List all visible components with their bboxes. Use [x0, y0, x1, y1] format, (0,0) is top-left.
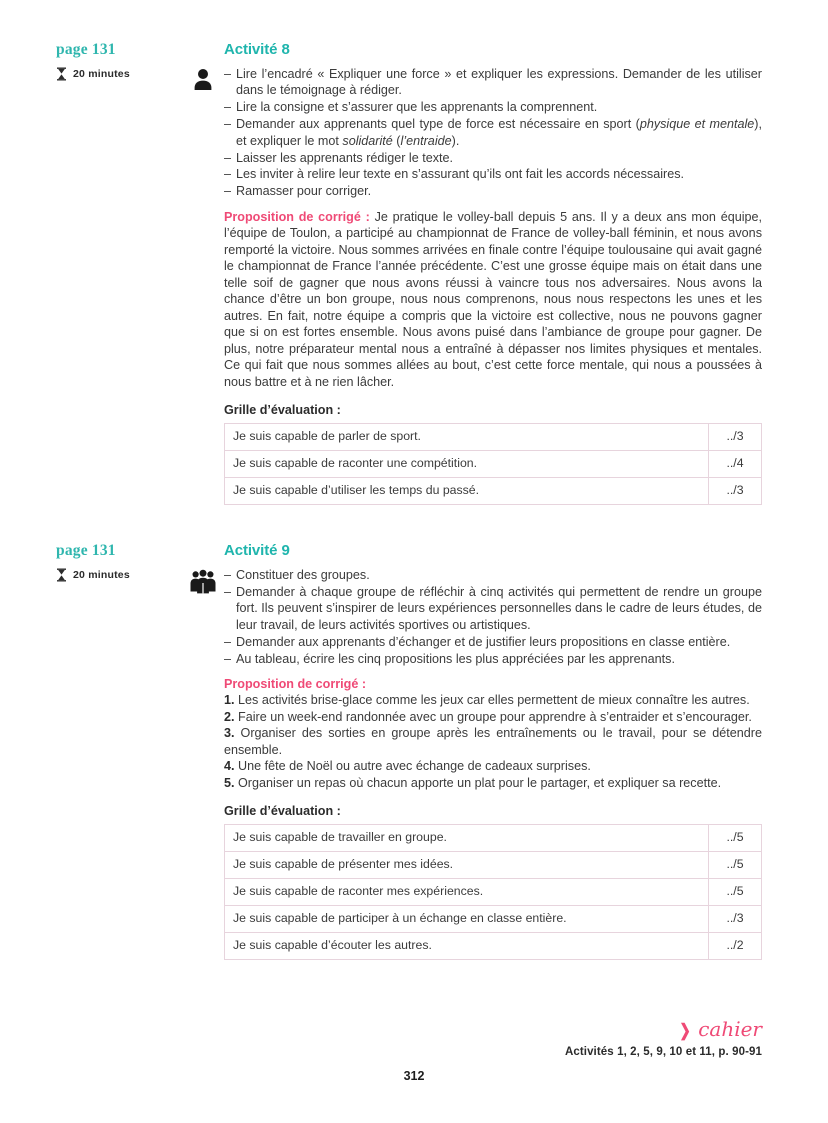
item-number: 3.: [224, 726, 235, 741]
instruction-item: – Demander aux apprenants quel type de force est nécessaire en sport (physique et mentale), et expliquer le mot solidarité (l’entraide).: [224, 116, 762, 149]
list-item: [224, 725, 762, 758]
group-of-people-icon: [190, 569, 216, 595]
grid-statement: Je suis capable de raconter mes expériences.: [225, 879, 709, 906]
table-row: [225, 825, 762, 852]
hourglass-icon: [56, 568, 67, 582]
instruction-item: – Laisser les apprenants rédiger le texte.: [224, 150, 762, 166]
grid-score: ../3: [709, 478, 762, 505]
item-number: 1.: [224, 693, 235, 708]
grid-statement: Je suis capable d’écouter les autres.: [225, 933, 709, 960]
hourglass-icon: [56, 67, 67, 81]
page-reference: page 131: [56, 41, 116, 58]
activity-9-modality-icon: [186, 569, 220, 595]
page-number: 312: [403, 1069, 425, 1083]
proposed-answer-label: Proposition de corrigé :: [224, 676, 367, 691]
item-text: Une fête de Noël ou autre avec échange de cadeaux surprises.: [238, 759, 591, 774]
table-row: [225, 852, 762, 879]
activity-8-instruction-list: [224, 66, 762, 200]
table-row: [225, 478, 762, 505]
instruction-item: – Demander aux apprenants d’échanger et de justifier leurs propositions en classe entière.: [224, 634, 762, 650]
cahier-reference-block: [565, 1019, 762, 1058]
cahier-heading: [565, 1019, 762, 1039]
cahier-label: cahier: [698, 1017, 762, 1041]
table-row: [225, 879, 762, 906]
grid-statement: Je suis capable de raconter une compétition.: [225, 451, 709, 478]
instruction-item: – Lire l’encadré « Expliquer une force » et expliquer les expressions. Demander de les utiliser dans le témoignage à rédiger.: [224, 66, 762, 99]
activity-title: Activité 9: [224, 542, 290, 559]
grid-statement: Je suis capable de participer à un échange en classe entière.: [225, 906, 709, 933]
table-row: [225, 451, 762, 478]
evaluation-grid-label: Grille d’évaluation :: [224, 403, 341, 418]
instruction-item: – Les inviter à relire leur texte en s’assurant qu’ils ont fait les accords nécessaires.: [224, 166, 762, 182]
activity-9-proposed-answer: [224, 676, 762, 792]
instruction-item: – Au tableau, écrire les cinq propositions les plus appréciées par les apprenants.: [224, 651, 762, 667]
activity-8-sidebar: [56, 42, 206, 81]
item-text: Organiser un repas où chacun apporte un plat pour le partager, et expliquer sa recette.: [238, 775, 722, 790]
list-item: [224, 692, 762, 709]
proposed-answer-text: Je pratique le volley-ball depuis 5 ans. Il y a deux ans mon équipe, l’équipe de Toulon, a participé au championnat de France de volley-ball féminin, et nous avons remporté la victoire. Nous sommes arrivées en finale contre l’équipe toulousaine qui avait gagné le championnat de France l’année précédente. C’est une grosse équipe mais on était dans une telle soif de gagner que nous avons réussi à vaincre tous nos adversaires. Nous avons la chance d’être un bon groupe, nous nous comprenons, nous nous respectons les unes et les autres. En fait, notre équipe a compris que la victoire est collective, nous ne pouvons gagner que si on est fortes ensemble. Nous avons puisé dans l’ambiance de groupe pour gagner. De plus, notre préparateur mental nous a entraîné à dépasser nos limites physiques et mentales. Ce qui fait que nous sommes allées au bout, c’est cette force mentale, qui nous a poussées à nous battre et à ne rien lâcher.: [224, 209, 763, 389]
instruction-item: – Lire la consigne et s’assurer que les apprenants la comprennent.: [224, 99, 762, 115]
item-text: Faire un week-end randonnée avec un groupe pour apprendre à s’entraider et s’encourager.: [238, 709, 752, 724]
activity-9-content: [224, 543, 762, 960]
item-text: Organiser des sorties en groupe après les entraînements ou le travail, pour se détendre ensemble.: [224, 726, 763, 757]
activity-title: Activité 8: [224, 41, 290, 58]
grid-score: ../5: [709, 879, 762, 906]
page-reference: page 131: [56, 542, 116, 559]
evaluation-grid-table-9: [224, 824, 762, 960]
duration-indicator: [56, 67, 206, 81]
table-row: [225, 933, 762, 960]
list-item: [224, 775, 762, 792]
table-row: [225, 424, 762, 451]
instruction-item: – Ramasser pour corriger.: [224, 183, 762, 199]
instruction-item: – Constituer des groupes.: [224, 567, 762, 583]
grid-statement: Je suis capable de présenter mes idées.: [225, 852, 709, 879]
activity-8-proposed-answer: [224, 209, 762, 391]
activity-9-sidebar: [56, 543, 206, 582]
activity-8-modality-icon: [186, 68, 220, 92]
grid-statement: Je suis capable de travailler en groupe.: [225, 825, 709, 852]
cahier-activities-reference: Activités 1, 2, 5, 9, 10 et 11, p. 90-91: [564, 1046, 762, 1058]
list-item: [224, 709, 762, 726]
duration-label: 20 minutes: [73, 67, 130, 80]
table-row: [225, 906, 762, 933]
evaluation-grid-table-8: [224, 423, 762, 505]
duration-indicator: [56, 568, 206, 582]
grid-score: ../4: [709, 451, 762, 478]
item-number: 2.: [224, 709, 235, 724]
right-arrow-icon: ❯: [679, 1021, 691, 1040]
grid-score: ../5: [709, 852, 762, 879]
grid-score: ../3: [709, 906, 762, 933]
grid-score: ../2: [709, 933, 762, 960]
grid-statement: Je suis capable de parler de sport.: [225, 424, 709, 451]
single-person-icon: [193, 68, 213, 92]
list-item: [224, 758, 762, 775]
item-number: 5.: [224, 775, 235, 790]
duration-label: 20 minutes: [73, 568, 130, 581]
grid-statement: Je suis capable d’utiliser les temps du passé.: [225, 478, 709, 505]
grid-score: ../5: [709, 825, 762, 852]
proposed-answer-label: Proposition de corrigé :: [224, 209, 370, 224]
proposed-answer-numbered-list: [224, 692, 762, 791]
activity-9-instruction-list: [224, 567, 762, 667]
instruction-item: – Demander à chaque groupe de réfléchir à cinq activités qui permettent de rendre un groupe fort. Ils peuvent s’inspirer de leurs expériences personnelles dans le cadre de leurs études, de leur travail, de leurs activités sportives ou artistiques.: [224, 584, 762, 633]
evaluation-grid-label: Grille d’évaluation :: [224, 804, 341, 819]
activity-8-content: [224, 42, 762, 505]
item-number: 4.: [224, 759, 235, 774]
grid-score: ../3: [709, 424, 762, 451]
item-text: Les activités brise-glace comme les jeux car elles permettent de mieux connaître les autres.: [238, 693, 750, 708]
